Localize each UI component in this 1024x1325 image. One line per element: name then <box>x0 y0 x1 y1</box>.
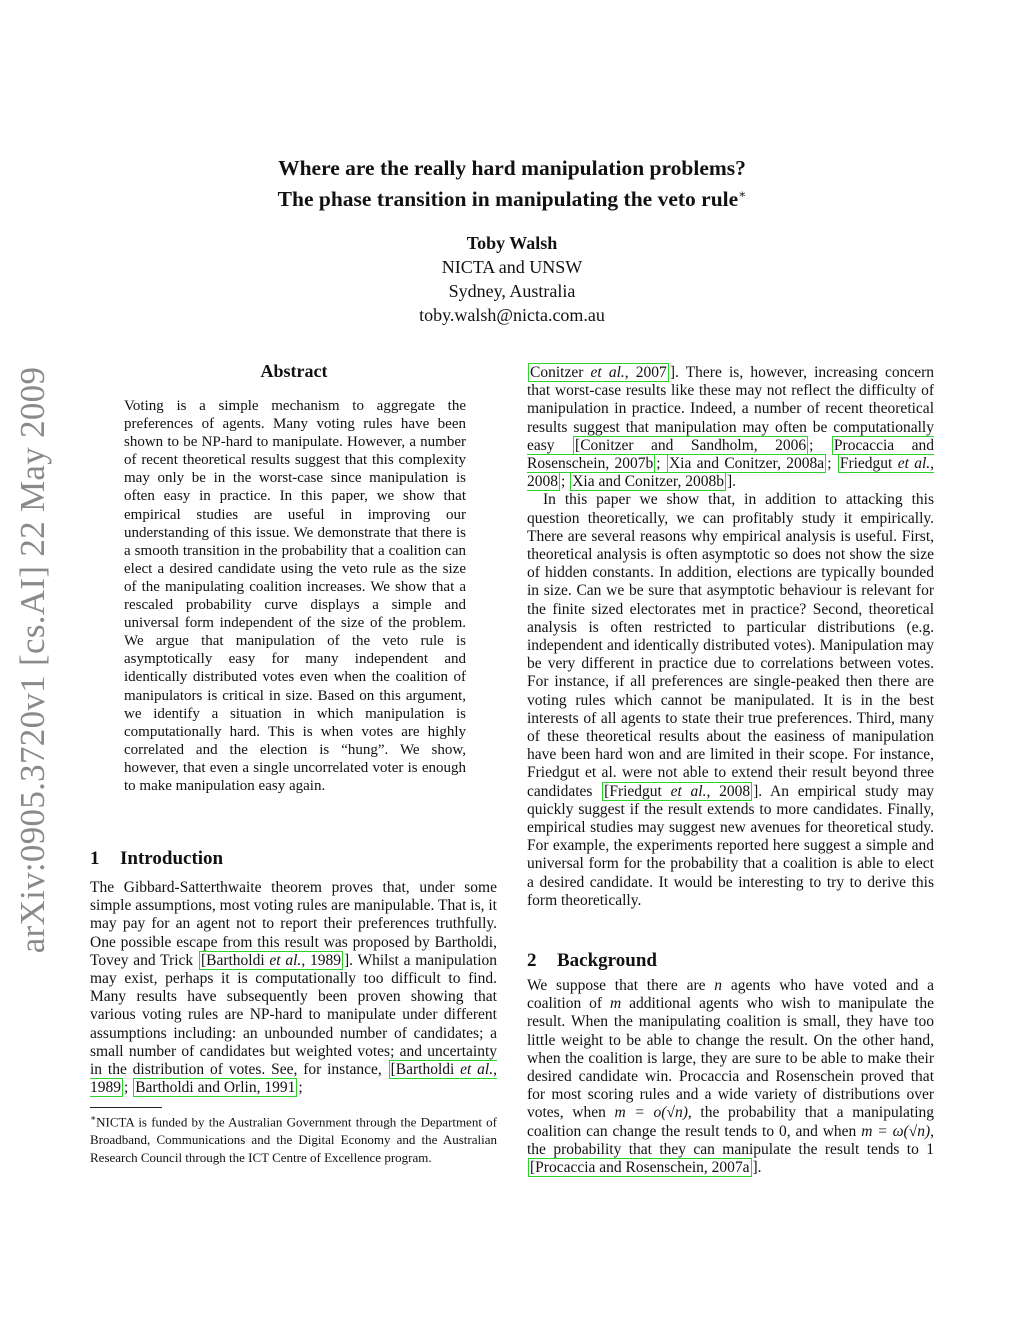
intro-text: The Gibbard-Satterthwaite theorem proves that, under some simple assumptions, most voting rules are manipulable. That is, it may pay for an agent not to report their preferences truthfully. One possible escape from this result was proposed by Bartholdi, Tovey and Trick [Bartholdi et al., 1989 ]. Whilst a manipulation may exist, perhaps it is computationally too difficult to find. Many results have subsequently been proven showing that various voting rules are NP-hard to manipulate under different assumptions including: an unbounded number of candidates; a small number of candidates but weighted votes; and uncertainty in the distribution of votes. See, for instance, [Bartholdi et al., 1989 ; Bartholdi and Orlin, 1991 ; <box>90 879 498 1097</box>
arxiv-stamp <box>10 360 56 960</box>
citation-link[interactable]: Procaccia and Rosenschein, 2007b <box>527 436 935 473</box>
footnote-mark: ∗ <box>90 1113 97 1123</box>
section-2-heading: 2 Background <box>527 950 657 971</box>
citation-link[interactable]: Bartholdi and Orlin, 1991 <box>135 1079 296 1097</box>
title-footnote-mark: ∗ <box>738 187 747 201</box>
footnote: ∗NICTA is funded by the Australian Government through the Department of Broadband, Communications and the Digital Economy and the Australian Research Council through the ICT Centre of Excellence program. <box>90 1113 497 1165</box>
citation-link[interactable]: [Bartholdi et al., 1989 <box>200 951 341 969</box>
section-1-heading: 1 Introduction <box>90 848 224 869</box>
equation-large-coalition: m = ω(√n) <box>861 1122 931 1140</box>
math-m: m <box>609 995 622 1013</box>
citation-link[interactable]: [Conitzer and Sandholm, 2006 <box>575 436 807 454</box>
citation-link[interactable]: [Bartholdi et al., 1989 <box>90 1061 497 1097</box>
author-affiliation: NICTA and UNSW <box>441 257 583 277</box>
right-column-text: Conitzer et al., 2007 ]. There is, however, increasing concern that worst-case results like these may not reflect the difficulty of manipulation in practice. Indeed, a number of recent theoretical results suggest that manipulation may often be computationally easy [Conitzer and Sandholm, 2006 ; Procaccia and Rosenschein, 2007b ; Xia and Conitzer, 2008a ; Friedgut et al., 2008 ; Xia and Conitzer, 2008b ]. In this paper we show that, in addition to attacking this question theoretically, we can profitably study it empirically. There are several reasons why empirical analysis is useful. First, theoretical analysis is often asymptotic so does not show the size of hidden constants. In addition, elections are typically bounded in size. Can we be sure that asymptotic behaviour is relevant for the finite sized electorates met in practice? Second, theoretical analysis is often restricted to particular distributions (e.g. independent and identically distributed votes). Manipulation may be very different in practice due to correlations between votes. For instance, if all preferences are single-peaked then there are voting rules which cannot be manipulated. It is in the best interests of all agents to state their true preferences. Third, many of these theoretical results about the easiness of manipulation have been hard won and are limited in their scope. For instance, Friedgut et al. were not able to extend their result beyond three candidates [Friedgut et al., 2008 ]. An empirical study may quickly suggest if the result extends to more candidates. Finally, empirical studies may suggest new avenues for theoretical study. For example, the experiments reported here suggest a simple and universal form for the probability that a coalition is able to elect a desired candidate. It would be interesting to try to derive this form theoretically. <box>527 364 935 909</box>
arxiv-identifier[interactable]: arXiv:0905.3720v1 [cs.AI] 22 May 2009 <box>13 366 52 954</box>
abstract-heading: Abstract <box>260 361 328 381</box>
title-line-1: Where are the really hard manipulation problems? <box>278 156 746 180</box>
background-text: We suppose that there are n agents who have voted and a coalition of m additional agents who wish to manipulate the result. When the manipulating coalition is small, they have too little weight to be able to change the result. On the other hand, when the coalition is large, they are sure to be able to make their desired candidate win. Procaccia and Rosenschein proved that for most scoring rules and a wide variety of distributions over votes, when m = o(√n), the probability that a manipulating coalition can change the result tends to 0, and when m = ω(√n), the probability that they can manipulate the result tends to 1 [Procaccia and Rosenschein, 2007a ]. <box>527 977 935 1177</box>
paper-title <box>150 155 874 212</box>
citation-link[interactable]: Xia and Conitzer, 2008b <box>572 473 724 491</box>
citation-link[interactable]: Xia and Conitzer, 2008a <box>668 455 825 473</box>
author-block <box>300 231 724 327</box>
title-line-2: The phase transition in manipulating the veto rule∗ <box>277 187 747 212</box>
citation-link[interactable]: [Friedgut et al., 2008 <box>604 782 751 800</box>
abstract-text: Voting is a simple mechanism to aggregate the preferences of agents. Many voting rules have been shown to be NP-hard to manipulate. However, a number of recent theoretical results suggest that this complexity may only be in the worst-case since manipulation is often easy in practice. In this paper, we show that empirical studies are useful in improving our understanding of this issue. We demonstrate that there is a smooth transition in the probability that a coalition can elect a desired candidate using the veto rule as the size of the manipulating coalition increases. We show that a rescaled probability curve displays a simple and universal form independent of the size of the problem. We argue that manipulation of the veto rule is asymptotically easy for many independent and identically distributed votes even when the coalition of manipulators is critical in size. Based on this argument, we identify a situation in which manipulation is computationally hard. This is when votes are highly correlated and the election is “hung”. We show, however, that even a single uncorrelated voter is enough to make manipulation easy again. <box>124 398 466 794</box>
author-location: Sydney, Australia <box>448 281 576 301</box>
citation-link[interactable]: Friedgut et al., 2008 <box>527 455 935 491</box>
citation-link[interactable]: Conitzer et al., 2007 <box>530 364 667 381</box>
math-n: n <box>714 977 723 994</box>
citation-link[interactable]: [Procaccia and Rosenschein, 2007a <box>530 1159 750 1177</box>
equation-small-coalition: m = o(√n) <box>614 1104 688 1122</box>
author-name: Toby Walsh <box>466 233 558 253</box>
author-email[interactable]: toby.walsh@nicta.com.au <box>419 305 605 325</box>
footnote-divider <box>90 1107 162 1108</box>
